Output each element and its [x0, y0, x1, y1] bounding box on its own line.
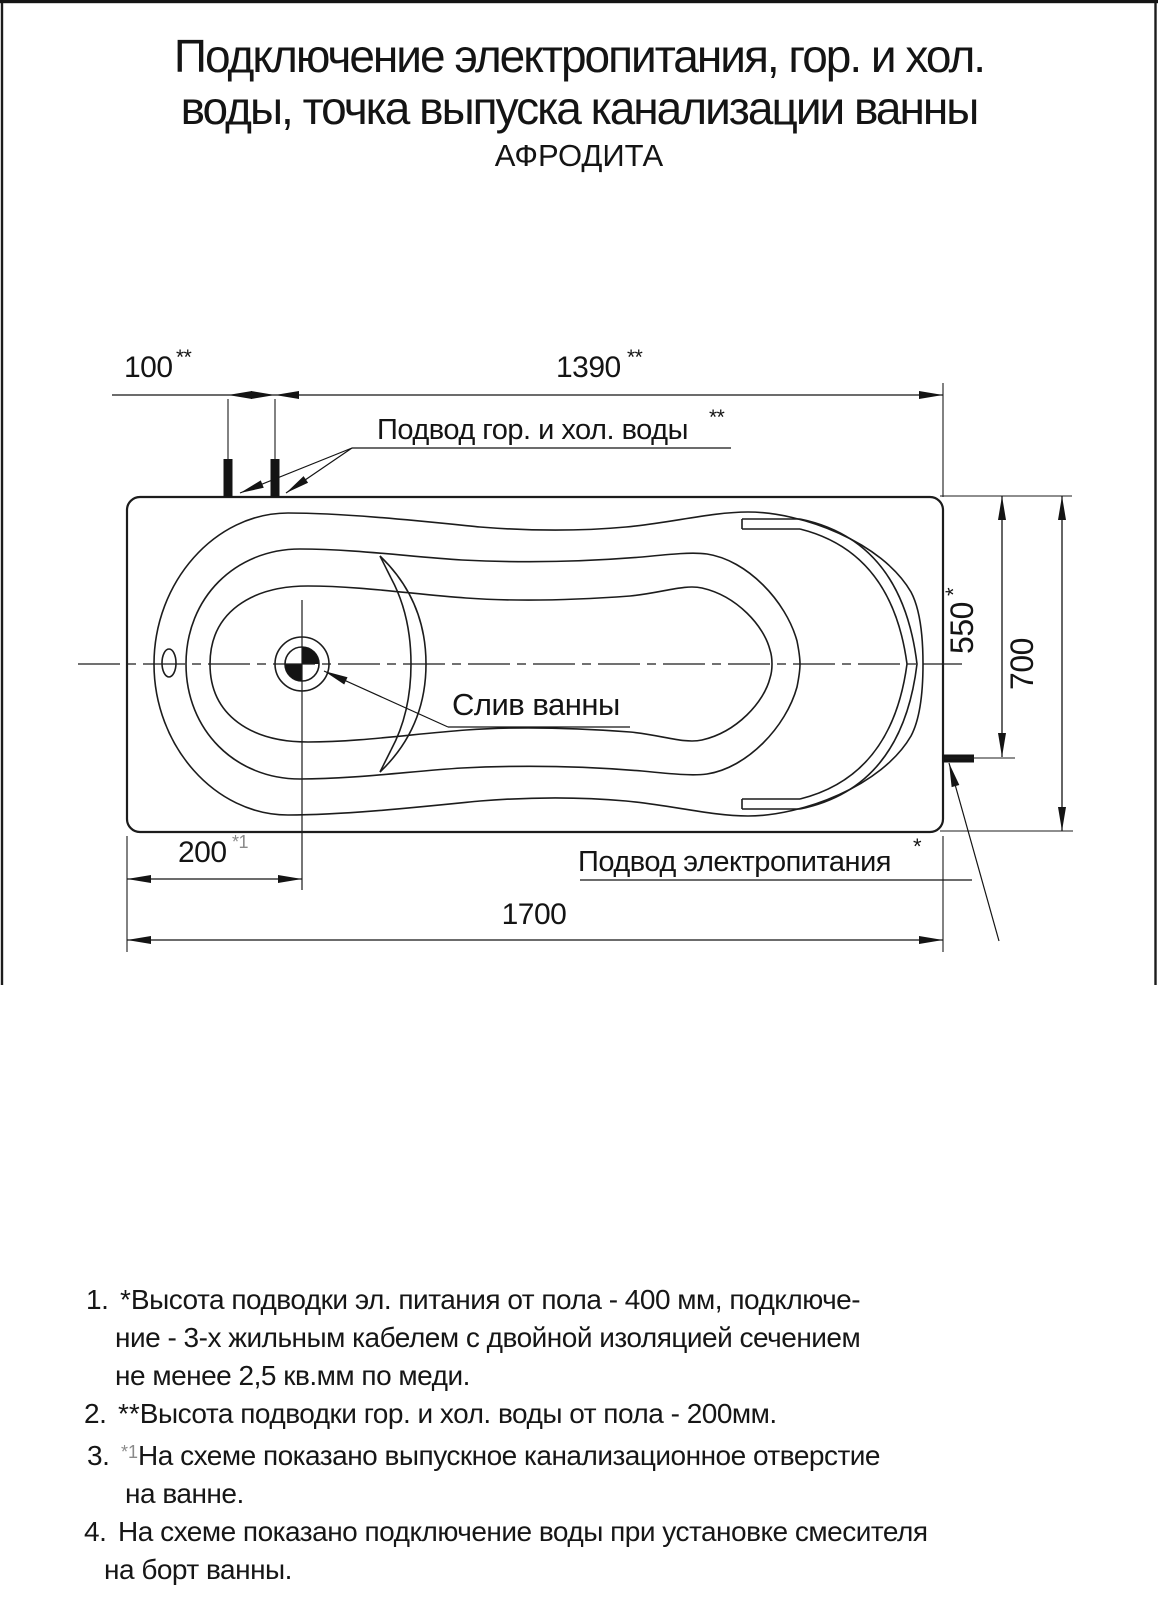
label-drain: Слив ванны [452, 687, 620, 722]
page-title-line1: Подключение электропитания, гор. и хол. [173, 30, 985, 82]
label-power-sup: * [913, 834, 922, 859]
notes-block [0, 1281, 1060, 1589]
page-title-line2: воды, точка выпуска канализации ванны [180, 82, 978, 134]
note-4-number: 4. [84, 1516, 107, 1547]
note-1-marker: * [120, 1284, 131, 1315]
note-3-text: На схеме показано выпускное канализационное отверстие [138, 1440, 880, 1471]
dim-200-value: 200 [178, 836, 227, 869]
label-water-supply-sup: ** [709, 406, 725, 429]
note-4-text: На схеме показано подключение воды при установке смесителя [118, 1516, 928, 1547]
dim-700-value: 700 [1004, 638, 1040, 690]
note-1-number: 1. [86, 1284, 109, 1315]
note-4-line-2: на борт ванны. [104, 1554, 292, 1585]
dim-100-sup: ** [176, 346, 192, 369]
label-water-supply: Подвод гор. и хол. воды [377, 414, 688, 446]
note-4-line-1 [0, 1513, 1060, 1551]
dim-1390-sup: ** [627, 346, 643, 369]
overflow-hole [162, 649, 176, 677]
note-3-line-2: на ванне. [125, 1478, 244, 1509]
note-1-line-1 [0, 1281, 1060, 1319]
dim-100-value: 100 [124, 351, 173, 384]
dim-550-sup: * [941, 587, 966, 596]
note-2-number: 2. [84, 1398, 107, 1429]
note-1-text: Высота подводки эл. питания от пола - 400 мм, подключе- [130, 1284, 861, 1315]
model-name: АФРОДИТА [494, 138, 664, 173]
callout-labels [377, 406, 922, 878]
dim-550-value: 550 [944, 602, 980, 654]
note-1-line-3: не менее 2,5 кв.мм по меди. [115, 1360, 470, 1391]
dim-200-sup: *1 [232, 832, 249, 852]
note-2-marker: ** [118, 1398, 140, 1429]
note-3-marker: *1 [121, 1442, 139, 1462]
hot-water-point [224, 459, 233, 497]
label-power: Подвод электропитания [578, 846, 891, 878]
dim-1700-value: 1700 [501, 898, 567, 931]
note-3-number: 3. [87, 1440, 110, 1471]
note-2-line-1 [0, 1395, 1060, 1433]
note-3-line-1 [0, 1433, 1060, 1475]
dim-1390-value: 1390 [556, 351, 621, 384]
note-2-text: Высота подводки гор. и хол. воды от пола - 200мм. [139, 1398, 777, 1429]
note-1-line-2: ние - 3-х жильным кабелем с двойной изоляцией сечением [115, 1322, 861, 1353]
